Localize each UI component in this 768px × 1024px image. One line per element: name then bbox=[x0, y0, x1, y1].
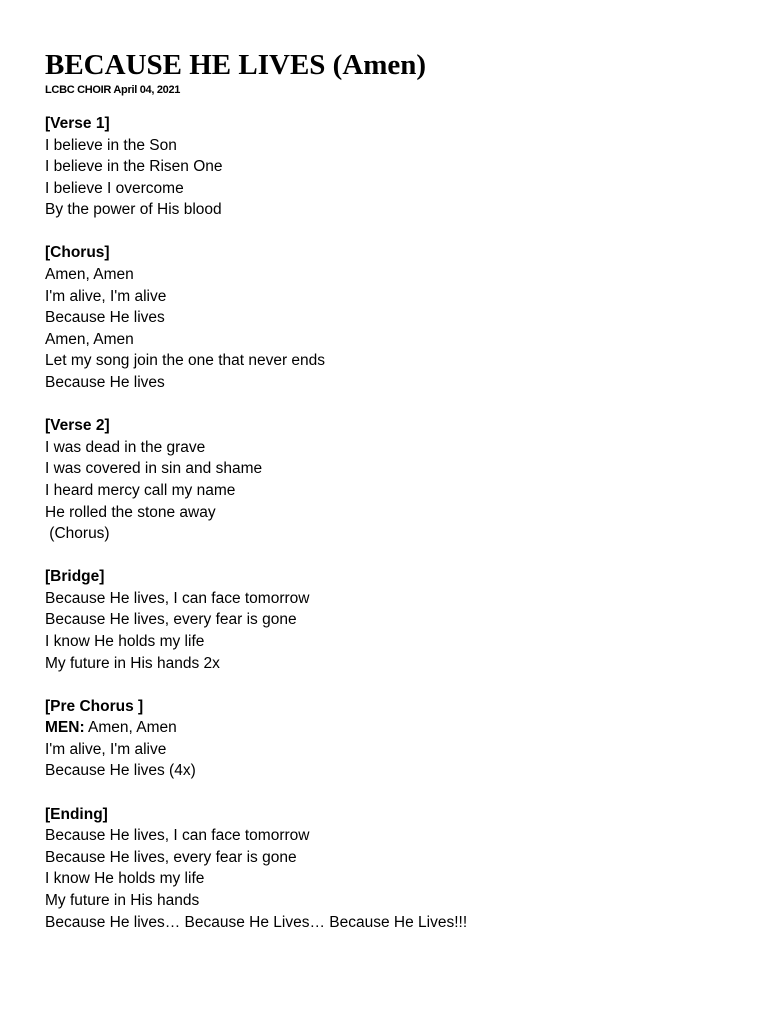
document-page bbox=[45, 48, 745, 955]
lyric-line: I believe in the Risen One bbox=[45, 158, 223, 176]
voice-part-label: MEN: bbox=[45, 719, 85, 737]
lyric-line: I believe in the Son bbox=[45, 136, 177, 154]
song-subtitle: LCBC CHOIR April 04, 2021 bbox=[45, 84, 181, 96]
lyric-line: Because He lives, every fear is gone bbox=[45, 848, 297, 866]
lyric-line: Because He lives bbox=[45, 374, 165, 392]
section-heading: [Verse 1] bbox=[45, 115, 110, 132]
lyric-text: Amen, Amen bbox=[84, 719, 177, 737]
lyric-section bbox=[45, 113, 745, 221]
lyric-line: He rolled the stone away bbox=[45, 503, 216, 521]
section-heading: [Ending] bbox=[45, 805, 108, 823]
lyric-line: Because He lives (4x) bbox=[45, 762, 196, 780]
lyric-line: I'm alive, I'm alive bbox=[45, 740, 167, 758]
lyric-line: I was covered in sin and shame bbox=[45, 460, 263, 478]
section-heading: [Verse 2] bbox=[45, 417, 110, 435]
section-heading: [Chorus] bbox=[45, 244, 110, 262]
lyric-line: I heard mercy call my name bbox=[45, 481, 236, 499]
lyric-line: Amen, Amen bbox=[45, 330, 134, 348]
lyric-line: Let my song join the one that never ends bbox=[45, 352, 326, 370]
lyric-line: Amen, Amen bbox=[45, 266, 134, 284]
lyric-line: I was dead in the grave bbox=[45, 438, 206, 456]
lyric-line: I know He holds my life bbox=[45, 632, 205, 650]
lyric-line: My future in His hands bbox=[45, 891, 200, 909]
section-heading: [Bridge] bbox=[45, 568, 105, 586]
lyrics-body bbox=[45, 113, 745, 933]
lyric-line bbox=[45, 717, 745, 739]
lyric-line: I'm alive, I'm alive bbox=[45, 287, 167, 305]
song-title: BECAUSE HE LIVES (Amen) bbox=[45, 49, 427, 81]
lyric-line: Because He lives… Because He Lives… Because He Lives!!! bbox=[45, 913, 468, 931]
lyric-line: Because He lives bbox=[45, 309, 165, 327]
lyric-line: I believe I overcome bbox=[45, 179, 184, 197]
lyric-line: (Chorus) bbox=[45, 525, 110, 543]
lyric-section bbox=[45, 415, 745, 545]
lyric-section bbox=[45, 696, 745, 782]
lyric-line: Because He lives, I can face tomorrow bbox=[45, 589, 310, 607]
lyric-line: Because He lives, I can face tomorrow bbox=[45, 827, 310, 845]
lyric-line: My future in His hands 2x bbox=[45, 654, 220, 672]
lyric-section bbox=[45, 242, 745, 393]
lyric-line: Because He lives, every fear is gone bbox=[45, 611, 297, 629]
lyric-line: I know He holds my life bbox=[45, 870, 205, 888]
section-heading: [Pre Chorus ] bbox=[45, 697, 144, 715]
lyric-section bbox=[45, 804, 745, 934]
lyric-section bbox=[45, 566, 745, 674]
lyric-line: By the power of His blood bbox=[45, 201, 222, 219]
